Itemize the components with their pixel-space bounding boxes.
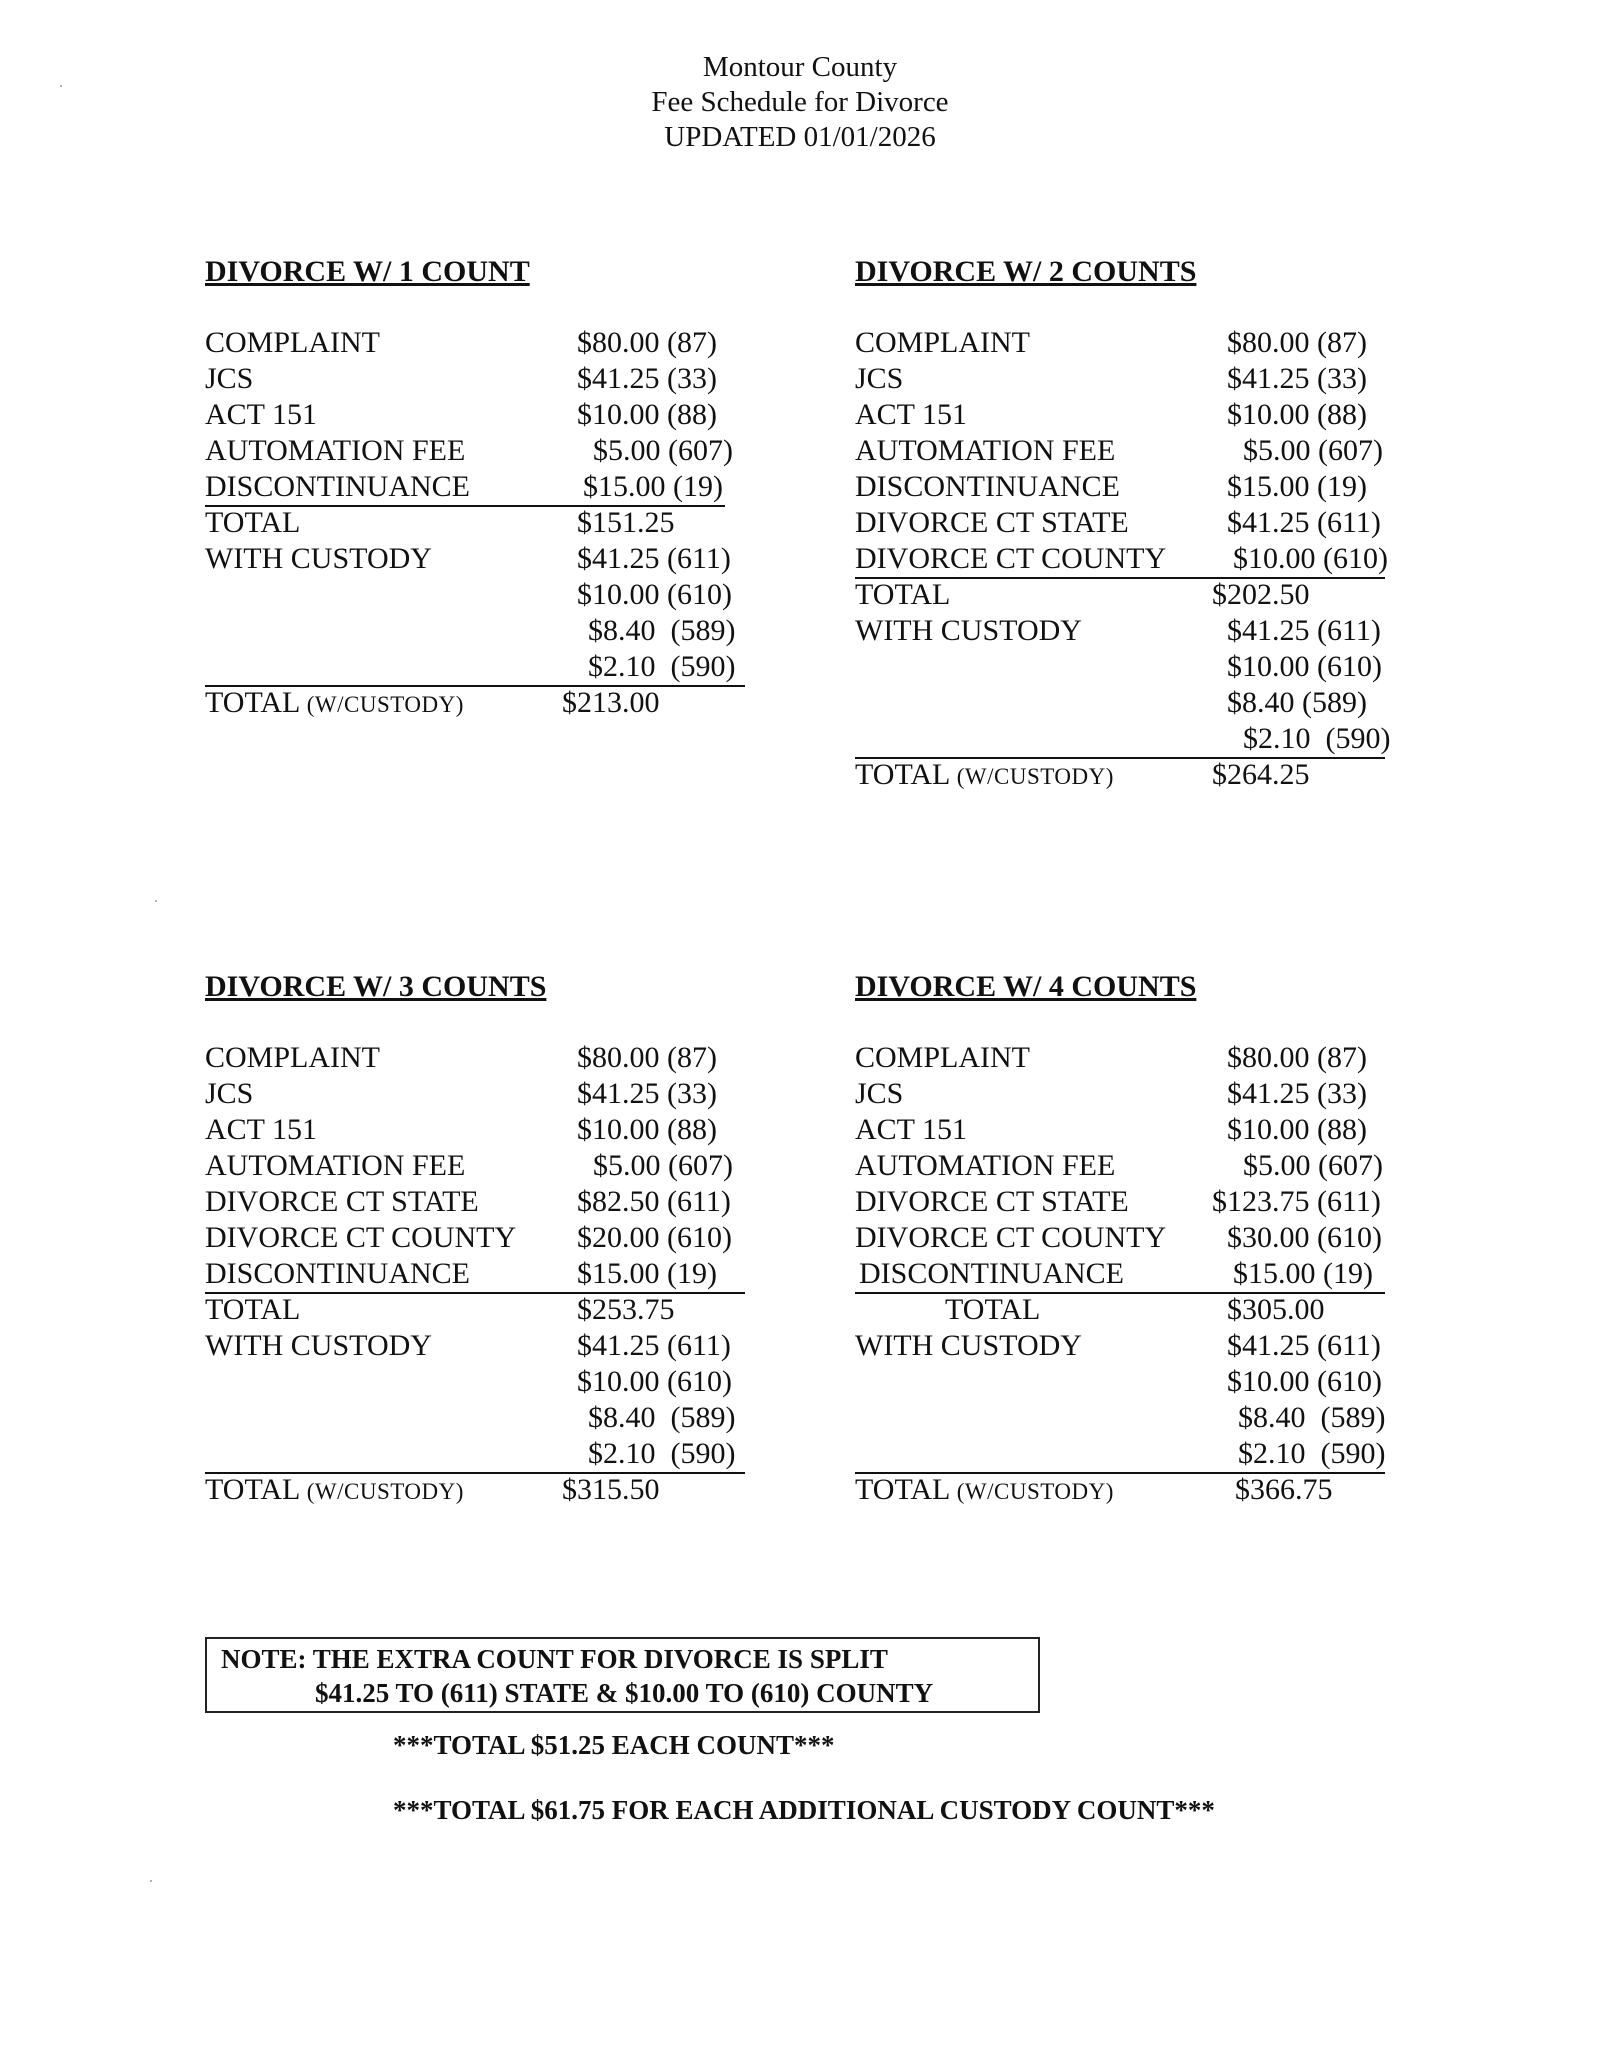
- total-row: [855, 757, 1385, 793]
- fee-row: [855, 1148, 1385, 1184]
- fee-amount: $41.25 (611): [577, 1329, 731, 1362]
- fee-label: TOTAL: [855, 578, 951, 611]
- fee-amount: $10.00 (610): [1227, 650, 1382, 683]
- fee-label: TOTAL: [945, 1293, 1041, 1326]
- fee-amount: $315.50: [562, 1473, 660, 1506]
- fee-amount: $123.75 (611): [1212, 1185, 1381, 1218]
- subtotal-row: [855, 577, 1385, 613]
- fee-amount: $41.25 (33): [1227, 1077, 1367, 1110]
- fee-amount: $253.75: [577, 1293, 675, 1326]
- fee-label: ACT 151: [205, 1113, 317, 1146]
- total-each-count: ***TOTAL $51.25 EACH COUNT***: [393, 1730, 835, 1760]
- fee-row: [855, 433, 1385, 469]
- fee-row: [205, 1076, 745, 1112]
- fee-amount: $80.00 (87): [577, 326, 717, 359]
- fee-amount: $10.00 (610): [1233, 542, 1388, 575]
- fee-row: [205, 1256, 745, 1294]
- fee-row: [855, 469, 1385, 505]
- fee-label: WITH CUSTODY: [855, 1329, 1082, 1362]
- fee-row: [855, 1328, 1385, 1364]
- fee-amount: $5.00 (607): [1243, 1149, 1383, 1182]
- fee-amount: $8.40 (589): [588, 1401, 736, 1434]
- fee-row: [855, 1040, 1385, 1076]
- fee-row: [855, 685, 1385, 721]
- fee-label: JCS: [205, 362, 254, 395]
- fee-amount: $2.10 (590): [588, 1437, 736, 1470]
- subtotal-row: [855, 1292, 1385, 1328]
- fee-row: [205, 433, 733, 469]
- fee-label: COMPLAINT: [855, 326, 1031, 359]
- fee-amount: $8.40 (589): [1227, 686, 1367, 719]
- fee-row: [205, 1220, 745, 1256]
- fee-row: [205, 1436, 745, 1474]
- fee-label: DISCONTINUANCE: [205, 1257, 470, 1290]
- fee-row: [205, 1148, 745, 1184]
- fee-amount: $80.00 (87): [577, 1041, 717, 1074]
- fee-amount: $305.00: [1227, 1293, 1325, 1326]
- fee-label: TOTAL (W/CUSTODY): [205, 1473, 464, 1506]
- total-row: [205, 685, 745, 721]
- fee-row: [855, 541, 1388, 579]
- fee-label: DIVORCE CT STATE: [205, 1185, 479, 1218]
- fee-row: [855, 1112, 1385, 1148]
- fee-amount: $5.00 (607): [593, 434, 733, 467]
- fee-row: [855, 721, 1391, 759]
- fee-row: [205, 361, 725, 397]
- fee-amount: $213.00: [562, 686, 660, 719]
- fee-row: [855, 325, 1385, 361]
- note-line: NOTE: THE EXTRA COUNT FOR DIVORCE IS SPLIT: [221, 1644, 888, 1674]
- fee-row: [205, 613, 736, 649]
- section-title: DIVORCE W/ 3 COUNTS: [205, 970, 547, 1003]
- county-name: Montour County: [702, 51, 898, 83]
- fee-label: DIVORCE CT COUNTY: [855, 1221, 1167, 1254]
- fee-amount: $5.00 (607): [593, 1149, 733, 1182]
- fee-label: WITH CUSTODY: [855, 614, 1082, 647]
- fee-row: [205, 1328, 745, 1364]
- fee-amount: $20.00 (610): [577, 1221, 732, 1254]
- fee-amount: $30.00 (610): [1227, 1221, 1382, 1254]
- fee-amount: $15.00 (19): [1227, 470, 1367, 503]
- fee-amount: $366.75: [1235, 1473, 1333, 1506]
- fee-amount: $10.00 (88): [577, 398, 717, 431]
- fee-row: [855, 1400, 1385, 1436]
- fee-label: DISCONTINUANCE: [855, 470, 1120, 503]
- fee-amount: $41.25 (33): [577, 1077, 717, 1110]
- fee-amount: $41.25 (33): [1227, 362, 1367, 395]
- fee-amount: $151.25: [577, 506, 675, 539]
- fee-amount: $10.00 (610): [577, 578, 732, 611]
- fee-label: TOTAL (W/CUSTODY): [855, 1473, 1114, 1506]
- fee-label: AUTOMATION FEE: [205, 434, 466, 467]
- scan-speck: [155, 900, 157, 902]
- fee-row: [205, 397, 725, 433]
- fee-row: [855, 649, 1385, 685]
- fee-amount: $15.00 (19): [577, 1257, 717, 1290]
- fee-row: [205, 1364, 745, 1400]
- fee-row: [205, 469, 725, 507]
- note-line: $41.25 TO (611) STATE & $10.00 TO (610) COUNTY: [315, 1678, 934, 1708]
- fee-amount: $41.25 (611): [1227, 614, 1381, 647]
- fee-label: WITH CUSTODY: [205, 542, 432, 575]
- fee-amount: $80.00 (87): [1227, 1041, 1367, 1074]
- fee-row: [855, 1436, 1385, 1474]
- fee-label: ACT 151: [855, 398, 967, 431]
- note-box: [205, 1637, 1040, 1713]
- subtotal-row: [205, 1292, 745, 1328]
- fee-amount: $2.10 (590): [588, 650, 736, 683]
- fee-amount: $2.10 (590): [1243, 722, 1391, 755]
- fee-row: [855, 1364, 1385, 1400]
- fee-amount: $8.40 (589): [588, 614, 736, 647]
- fee-row: [855, 613, 1385, 649]
- fee-label: AUTOMATION FEE: [855, 1149, 1116, 1182]
- section-title: DIVORCE W/ 4 COUNTS: [855, 970, 1197, 1003]
- fee-label: COMPLAINT: [205, 1041, 381, 1074]
- fee-label: JCS: [205, 1077, 254, 1110]
- fee-row: [205, 1040, 745, 1076]
- fee-amount: $8.40 (589): [1238, 1401, 1386, 1434]
- fee-amount: $15.00 (19): [583, 470, 723, 503]
- fee-row: [855, 397, 1385, 433]
- fee-amount: $10.00 (88): [1227, 398, 1367, 431]
- fee-row: [855, 1076, 1385, 1112]
- fee-row: [855, 1220, 1385, 1256]
- fee-label: DIVORCE CT COUNTY: [205, 1221, 517, 1254]
- fee-row: [205, 541, 731, 577]
- fee-label: COMPLAINT: [855, 1041, 1031, 1074]
- fee-row: [205, 1400, 745, 1436]
- section-title: DIVORCE W/ 1 COUNT: [205, 255, 530, 288]
- fee-amount: $41.25 (611): [1227, 506, 1381, 539]
- total-row: [205, 1472, 745, 1508]
- fee-amount: $41.25 (33): [577, 362, 717, 395]
- fee-row: [855, 361, 1385, 397]
- fee-label: JCS: [855, 362, 904, 395]
- fee-row: [205, 577, 732, 613]
- fee-row: [205, 1112, 745, 1148]
- fee-row: [855, 1256, 1385, 1294]
- scan-speck: [60, 85, 62, 87]
- fee-label: DISCONTINUANCE: [205, 470, 470, 503]
- fee-label: TOTAL: [205, 1293, 301, 1326]
- fee-label: TOTAL (W/CUSTODY): [855, 758, 1114, 791]
- fee-amount: $10.00 (610): [1227, 1365, 1382, 1398]
- fee-label: TOTAL: [205, 506, 301, 539]
- fee-amount: $80.00 (87): [1227, 326, 1367, 359]
- fee-row: [855, 1184, 1385, 1220]
- fee-amount: $41.25 (611): [577, 542, 731, 575]
- subtotal-row: [205, 505, 725, 541]
- total-row: [855, 1472, 1385, 1508]
- fee-label: DIVORCE CT COUNTY: [855, 542, 1167, 575]
- fee-row: [205, 325, 725, 361]
- updated-date: UPDATED 01/01/2026: [664, 121, 936, 153]
- fee-label: WITH CUSTODY: [205, 1329, 432, 1362]
- scan-speck: [150, 1880, 152, 1882]
- fee-row: [205, 649, 745, 687]
- fee-label: DIVORCE CT STATE: [855, 1185, 1129, 1218]
- section-title: DIVORCE W/ 2 COUNTS: [855, 255, 1197, 288]
- fee-row: [205, 1184, 745, 1220]
- fee-label: AUTOMATION FEE: [205, 1149, 466, 1182]
- fee-amount: $10.00 (88): [1227, 1113, 1367, 1146]
- fee-label: DIVORCE CT STATE: [855, 506, 1129, 539]
- fee-amount: $10.00 (610): [577, 1365, 732, 1398]
- fee-label: DISCONTINUANCE: [859, 1257, 1124, 1290]
- fee-label: AUTOMATION FEE: [855, 434, 1116, 467]
- fee-amount: $2.10 (590): [1238, 1437, 1386, 1470]
- document-title: Fee Schedule for Divorce: [651, 86, 949, 118]
- fee-label: ACT 151: [855, 1113, 967, 1146]
- fee-label: COMPLAINT: [205, 326, 381, 359]
- document-header: [0, 50, 1600, 155]
- fee-label: TOTAL (W/CUSTODY): [205, 686, 464, 719]
- fee-amount: $264.25: [1212, 758, 1310, 791]
- fee-label: ACT 151: [205, 398, 317, 431]
- total-additional-custody: ***TOTAL $61.75 FOR EACH ADDITIONAL CUSTODY COUNT***: [393, 1795, 1215, 1825]
- fee-row: [855, 505, 1385, 541]
- fee-amount: $82.50 (611): [577, 1185, 731, 1218]
- fee-amount: $202.50: [1212, 578, 1310, 611]
- fee-amount: $5.00 (607): [1243, 434, 1383, 467]
- fee-amount: $10.00 (88): [577, 1113, 717, 1146]
- fee-label: JCS: [855, 1077, 904, 1110]
- fee-amount: $15.00 (19): [1233, 1257, 1373, 1290]
- fee-amount: $41.25 (611): [1227, 1329, 1381, 1362]
